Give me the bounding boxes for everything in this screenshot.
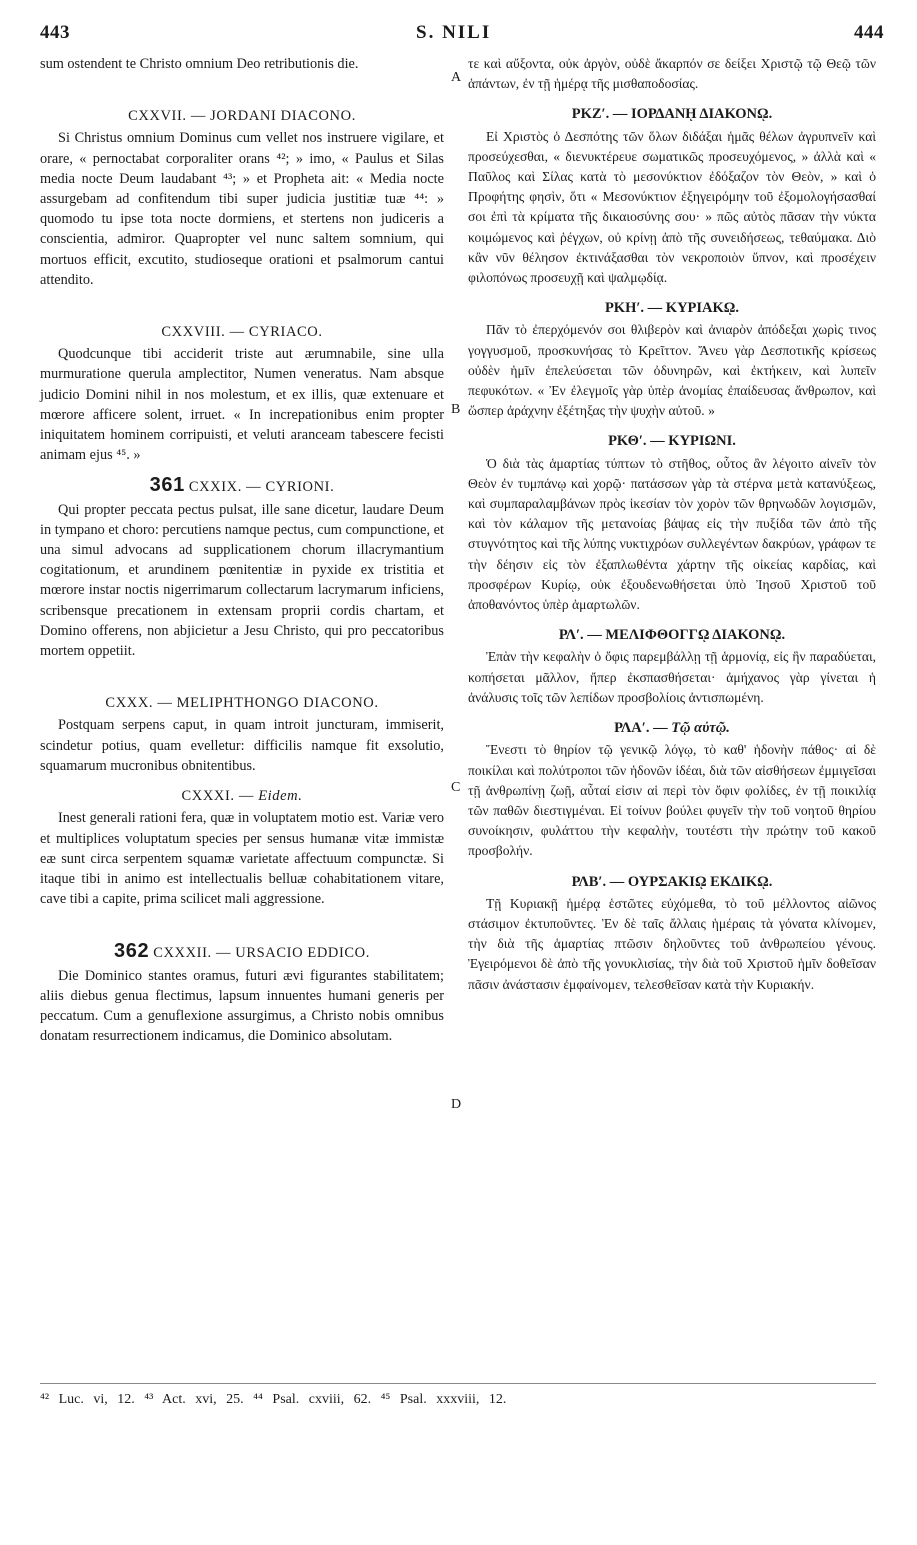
greek-heading-132: ΡΛΒʹ. — ΟΥΡΣΑΚΙῼ ΕΚΔΙΚῼ. <box>571 873 773 890</box>
latin-heading-131 <box>40 786 444 806</box>
latin-heading-129-title: CXXIX. — CYRIONI. <box>188 479 335 496</box>
latin-heading-131-eidem: Eidem. <box>258 788 303 805</box>
latin-text-131: Inest generali rationi fera, quæ in voluptatem motio est. Variæ vero et multiplices voluptatum species per sensus humanæ vitæ immistæ eæ sunt circa serpentem squamæ varietate affectuum compunctæ. Si itaque tibi in animo est intellectualis belluæ cohabitationem vitare, cave tibi a capite, prima scilicet mali aggressione. <box>40 810 444 908</box>
footnotes: ⁴² Luc. vi, 12. ⁴³ Act. xvi, 25. ⁴⁴ Psal. cxviii, 62. ⁴⁵ Psal. xxxviii, 12. <box>40 1392 507 1407</box>
greek-text-128: Πᾶν τὸ ἐπερχόμενόν σοι θλιβερὸν καὶ ἀνιαρὸν ἀπόδεξαι χωρὶς τινος γογγυσμοῦ, προσκυνήσας τὸ Κρεῖττον. Ἄνευ γὰρ Δεσποτικῆς κρίσεως οὐδὲν ἡμῖν ἐπελεύσεται τῶν ὀδυνηρῶν, καὶ ἐκτήκειν, καὶ λυπεῖν πεφυκότων. « Ἐν ἐλεγμοῖς γὰρ ὑπὲρ ἀνομίας ἐπαίδευσας ἄνθρωπον, καὶ ὥσπερ ἀράχνην ἐξέτηξας τὴν ψυχὴν αὐτοῦ. » <box>468 322 876 419</box>
latin-intro: sum ostendent te Christo omnium Deo retributionis die. <box>40 56 359 72</box>
latin-heading-130: CXXX. — MELIPHTHONGO DIACONO. <box>105 695 379 712</box>
greek-heading-131-auto: Τῷ αὐτῷ. <box>671 720 730 737</box>
greek-text-130: Ἐπὰν τὴν κεφαλὴν ὁ ὄφις παρεμβάλλῃ τῇ ἁρμονίᾳ, εἰς ἣν παραδύεται, κοπήσεται μᾶλλον, ἤπερ ἐκσπασθήσεται· ἀμήχανος γὰρ γίνεται ἡ ἀνάλυσις τοῖς τῶν λεπίδων προσβολίοις ἀντισπωμένη. <box>468 649 876 705</box>
greek-column <box>468 54 876 995</box>
column-number-362: 362 <box>114 940 150 963</box>
greek-heading-131-title: ΡΛΑʹ. — <box>614 720 672 737</box>
greek-heading-129: ΡΚΘʹ. — ΚΥΡΙΩΝΙ. <box>608 433 736 450</box>
greek-heading-131 <box>468 718 876 738</box>
margin-letter-a: A <box>451 70 462 85</box>
greek-heading-127: ΡΚΖʹ. — ΙΟΡΔΑΝῌ ΔΙΑΚΟΝῼ. <box>571 106 773 123</box>
latin-text-132: Die Dominico stantes oramus, futuri ævi figurantes stabilitatem; aliis diebus genua flectimus, lapsum innuentes humani generis per peccatum. Cum a genuflexione assurgimus, a Christo nobis omnibus donatam resurrectionem indicamus, die Dominico absolutam. <box>40 967 444 1045</box>
latin-text-128: Quodcunque tibi acciderit triste aut ærumnabile, sine ulla murmuratione querula amplectitor, Numen veneratus. Nam absque judicio Domini nihil in nos molestum, et ex illis, quæ extenuare et mœrore afficere solent, irruet. « In increpationibus enim propter iniquitatem hominem corripuisti, et veluti aranceam tabescere fecisti animam ejus ⁴⁵. » <box>40 346 444 464</box>
margin-letter-d: D <box>451 1097 462 1112</box>
column-number-361: 361 <box>149 474 185 497</box>
latin-heading-132-title: CXXXII. — URSACIO EDDICO. <box>153 945 370 962</box>
latin-column <box>40 54 444 1046</box>
greek-text-129: Ὁ διὰ τὰς ἁμαρτίας τύπτων τὸ στῆθος, οὗτος ἂν λέγοιτο αἰνεῖν τὸν Θεὸν ἐν τυμπάνῳ καὶ χορῷ· πατάσσων γὰρ τὰ στέρνα μετὰ κατανύξεως, καὶ συμπαραλαμβάνων πρὸς ἱκεσίαν τὸν χορὸν τῶν θρηνωδῶν λογισμῶν, καὶ τὸν κάλαμον τῆς μετανοίας βάψας εἰς τὴν πυξίδα τῶν ἀπὸ τῆς στυγνότητος καὶ τῆς λύπης νυκτιχρόων συλλεγέντων δακρύων, γράφων τε τὴν δέησιν εἰς τὸν ἐξαπλωθέντα χάρτην τῆς οἰκείας καρδίας, καὶ προσφέρων Κυρίῳ, οὐκ ἐξουδενωθήσεται ὑπὸ Ἰησοῦ Χριστοῦ τοῦ ἀποθανόντος ὑπὲρ ἁμαρτωλῶν. <box>468 455 876 613</box>
latin-heading-129 <box>40 475 444 497</box>
page-number-right: 444 <box>854 22 884 43</box>
greek-intro: τε καὶ αὔξοντα, οὐκ ἀργὸν, οὐδὲ ἄκαρπόν σε δείξει Χριστῷ τῷ Θεῷ τῶν ἁπάντων, ἐν τῇ ἡμέρᾳ τῆς μισθαποδοσίας. <box>468 56 876 92</box>
running-title: S. NILI <box>416 22 492 43</box>
latin-heading-128: CXXVIII. — CYRIACO. <box>161 324 323 341</box>
latin-heading-131-title: CXXXI. — <box>181 788 259 805</box>
latin-text-129: Qui propter peccata pectus pulsat, ille sane dicetur, laudare Deum in tympano et choro: percutiens namque pectus, cum compunctione, et una simul advocans ad supplicationem chorum illacrymantium cogitationum, et arundinem pœnitentiæ in pyxide ex tristitia et mœrore instar noctis nigerrimarum collectarum lacrymarum inficiens, scribensque precationem in extensam proprii cordis chartam, et Domino offerens, non abjicietur a Jesu Christo, qui pro peccatoribus mortem oppetiit. <box>40 501 444 660</box>
page-number-left: 443 <box>40 22 70 43</box>
latin-heading-132 <box>40 941 444 963</box>
latin-text-127: Si Christus omnium Dominus cum vellet nos instruere vigilare, et orare, « pernoctabat corporaliter orans ⁴²; » imo, « Paulus et Silas media nocte Deum laudabant ⁴³; » et Propheta ait: « Media nocte assurgebam ad confitendum tibi super judicia justitiæ tuæ ⁴⁴: » quomodo tu ipse tota nocte dormiens, et stertens non judiceris a conscientia, admiror. Quapropter vel nunc saltem somnium, qui mortuos efficit, excutito, studioseque orationi et psalmorum cantui attendito. <box>40 130 444 288</box>
latin-text-130: Postquam serpens caput, in quam introit juncturam, immiserit, scindetur potius, quam evelletur: difficilis namque fit exsolutio, squamarum mucronibus obnitentibus. <box>40 717 444 774</box>
greek-heading-130: ΡΛʹ. — ΜΕΛΙΦΘΟΓΓῼ ΔΙΑΚΟΝῼ. <box>558 627 786 644</box>
greek-text-131: Ἔνεστι τὸ θηρίον τῷ γενικῷ λόγῳ, τὸ καθ' ἡδονὴν πάθος· αἱ δὲ ποικίλαι καὶ πολύτροποι τῶν ἡδονῶν ἰδέαι, διὰ τῶν αἰσθήσεων ἐμμιγεῖσαι τῇ ἀνθρωπίνῃ ζωῇ, αὗταί εἰσιν αἱ περὶ τὸν ὄφιν φολίδες, ἐν τῇ ποικιλίᾳ τῶν παθῶν διεστιγμέναι. Εἰ τοίνυν βούλει φυγεῖν τὴν τοῦ νοητοῦ θηρίου συνοίκησιν, φυλάττου τὴν κεφαλὴν, τουτέστι τὴν πρώτην τοῦ κακοῦ προσβολήν. <box>468 742 876 859</box>
greek-heading-128: ΡΚΗʹ. — ΚΥΡΙΑΚῼ. <box>604 300 740 317</box>
footnote-divider <box>40 1383 876 1384</box>
greek-text-127: Εἰ Χριστὸς ὁ Δεσπότης τῶν ὅλων διδάξαι ἡμᾶς θέλων ἀγρυπνεῖν καὶ προσεύχεσθαι, « διενυκτέρευε σωματικῶς προσευχόμενος, » ἀλλὰ καὶ « Παῦλος καὶ Σίλας κατὰ τὸ μεσονύκτιον ἐδόξαζον τὸν Θεὸν, » καὶ ὁ Προφήτης φησὶν, ὅτι « Μεσονύκτιον ἐξηγειρόμην τοῦ ἐξομολογήσασθαί σοι ἐπὶ τὰ κρίματα τῆς δικαιοσύνης σου· » πῶς αὐτὸς πᾶσαν τὴν νύκτα κοιμώμενος καὶ ῥέγχων, οὐ κρίνῃ ἀπὸ τῆς συνειδήσεως, τεθαύμακα. Διὸ κἂν νῦν θέλησον ἐκτινάξασθαι τὸν νεκροποιὸν ὕπνον, καὶ προσέχειν φιλοπόνως προσευχῇ καὶ ψαλμῳδίᾳ. <box>468 128 876 286</box>
running-head <box>40 14 884 48</box>
latin-heading-127: CXXVII. — JORDANI DIACONO. <box>128 108 356 125</box>
greek-text-132: Τῇ Κυριακῇ ἡμέρᾳ ἑστῶτες εὐχόμεθα, τὸ τοῦ μέλλοντος αἰῶνος στάσιμον ἐκτυποῦντες. Ἐν δὲ ταῖς ἄλλαις ἡμέραις τὰ γόνατα κλίνομεν, τὴν διὰ τῆς ἁμαρτίας πτῶσιν δηλοῦντες τοῦ ἀνθρωπείου γένους. Ἐγειρόμενοι δὲ ἀπὸ τῆς γονυκλισίας, τὴν διὰ τοῦ Χριστοῦ ἡμῖν δοθεῖσαν πᾶσιν ἀνάστασιν ἐμφαίνομεν, τελεσθεῖσαν κατὰ τὴν Κυριακήν. <box>468 895 876 992</box>
margin-letter-c: C <box>451 780 461 795</box>
margin-letter-b: B <box>451 402 461 417</box>
